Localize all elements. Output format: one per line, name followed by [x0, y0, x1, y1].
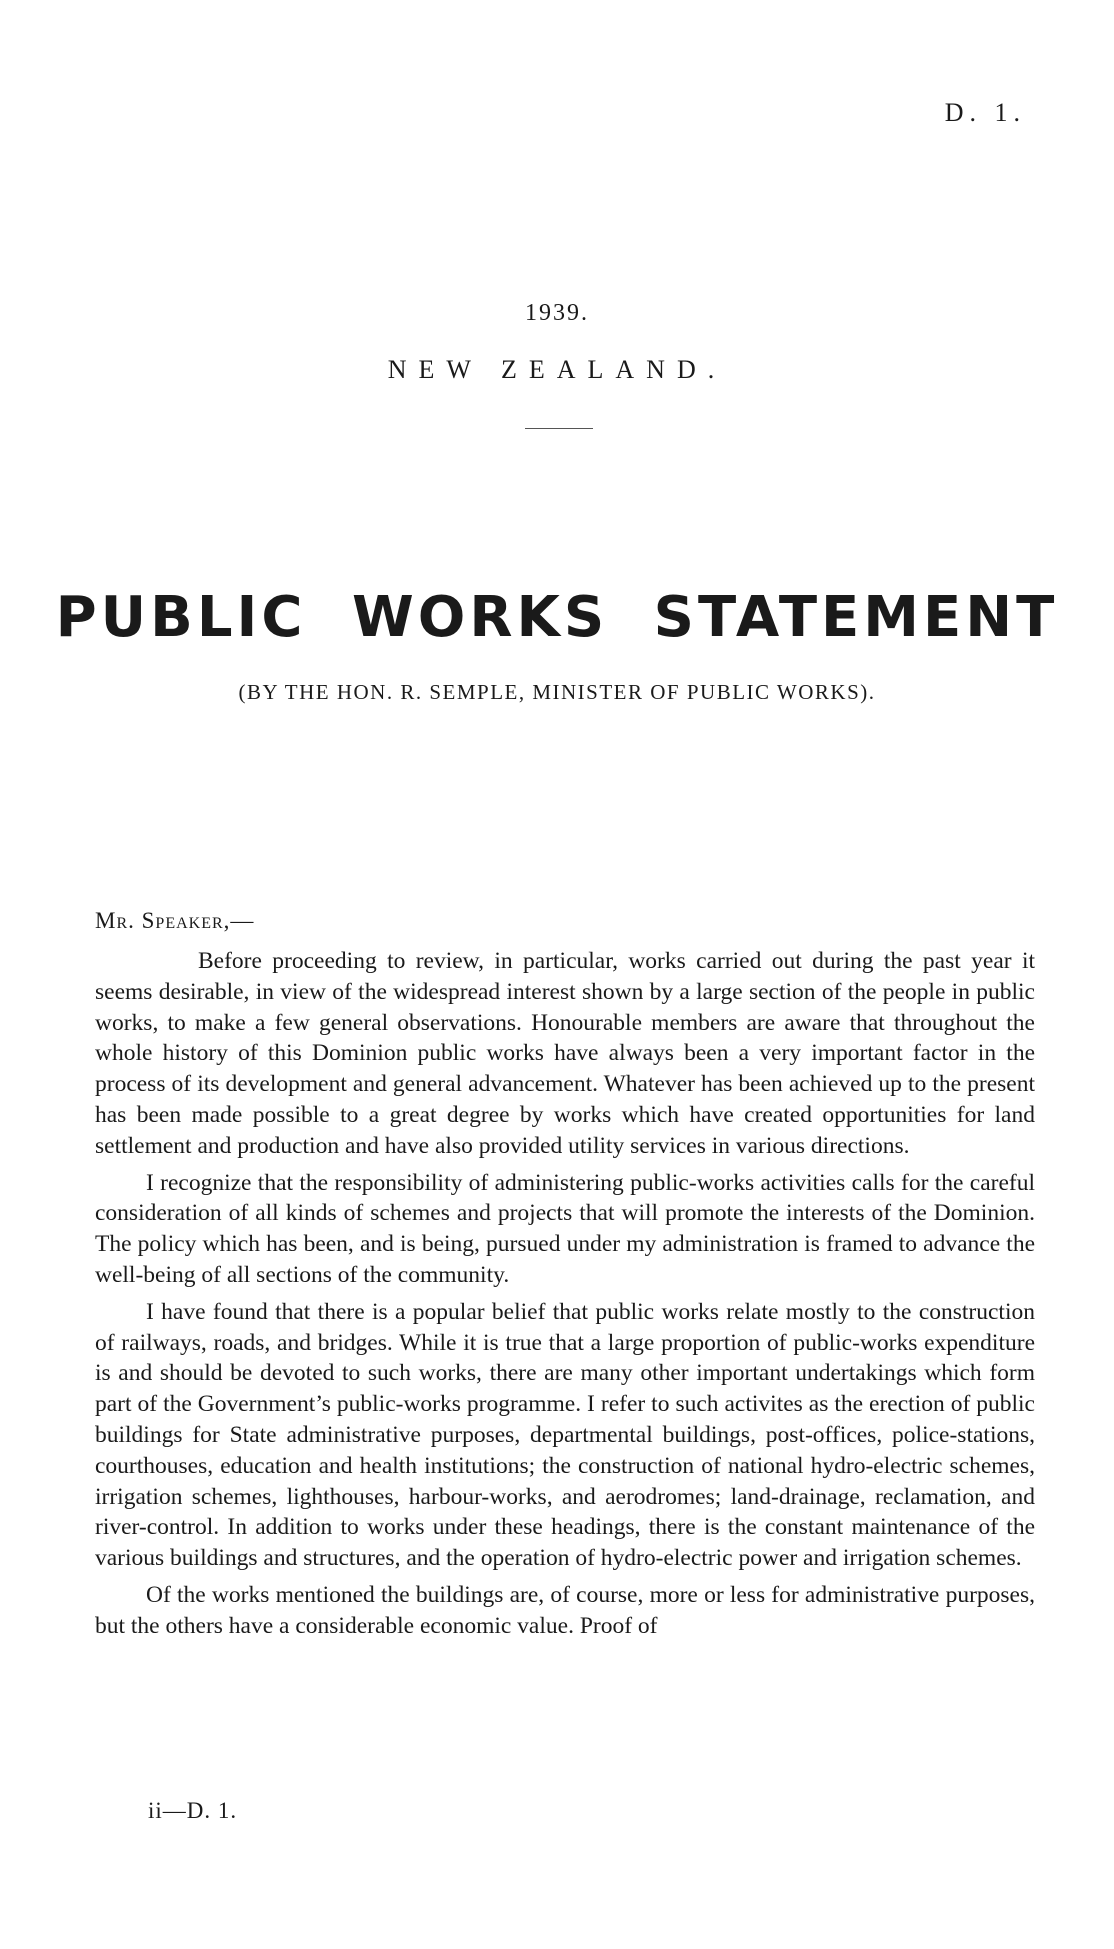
paragraph-2: I recognize that the responsibility of administering public-works activities calls for the careful consideration of all kinds of schemes and projects that will promote the interests of the Dominion. The policy which has been, and is being, pursued under my administration is framed to advance the well-being of all sections of the community.: [95, 1169, 1035, 1288]
paragraph-4: Of the works mentioned the buildings are, of course, more or less for administrative purposes, but the others have a considerable economic value. Proof of: [95, 1581, 1035, 1639]
body-text: [95, 946, 1035, 1648]
title-divider: [525, 428, 593, 429]
signature-mark: ii—D. 1.: [148, 1798, 238, 1823]
document-country: NEW ZEALAND.: [387, 355, 727, 384]
document-year: 1939.: [525, 300, 589, 326]
page-title: PUBLIC WORKS STATEMENT: [55, 585, 1059, 650]
salutation: Mr. Speaker,—: [95, 908, 255, 933]
paragraph-3: I have found that there is a popular belief that public works relate mostly to the construction of railways, roads, and bridges. While it is true that a large proportion of public-works expenditure is and should be devoted to such works, there are many other important undertakings which form part of the Government’s public-works programme. I refer to such activites as the erection of public buildings for State administrative purposes, departmental buildings, post-offices, police-stations, courthouses, education and health institutions; the construction of national hydro-electric schemes, irrigation schemes, lighthouses, harbour-works, and aerodromes; land-drainage, reclamation, and river-control. In addition to works under these headings, there is the constant maintenance of the various buildings and structures, and the operation of hydro-electric power and irrigation schemes.: [95, 1298, 1035, 1572]
page-subtitle: (BY THE HON. R. SEMPLE, MINISTER OF PUBLIC WORKS).: [238, 680, 876, 704]
paragraph-1: Before proceeding to review, in particular, works carried out during the past year it seems desirable, in view of the widespread interest shown by a large section of the people in public works, to make a few general observations. Honourable members are aware that throughout the whole history of this Dominion public works have always been a very important factor in the process of its development and general advancement. Whatever has been achieved up to the present has been made possible to a great degree by works which have created opportunities for land settlement and production and have also provided utility services in various directions.: [95, 948, 1035, 1159]
document-reference: D. 1.: [944, 98, 1026, 127]
